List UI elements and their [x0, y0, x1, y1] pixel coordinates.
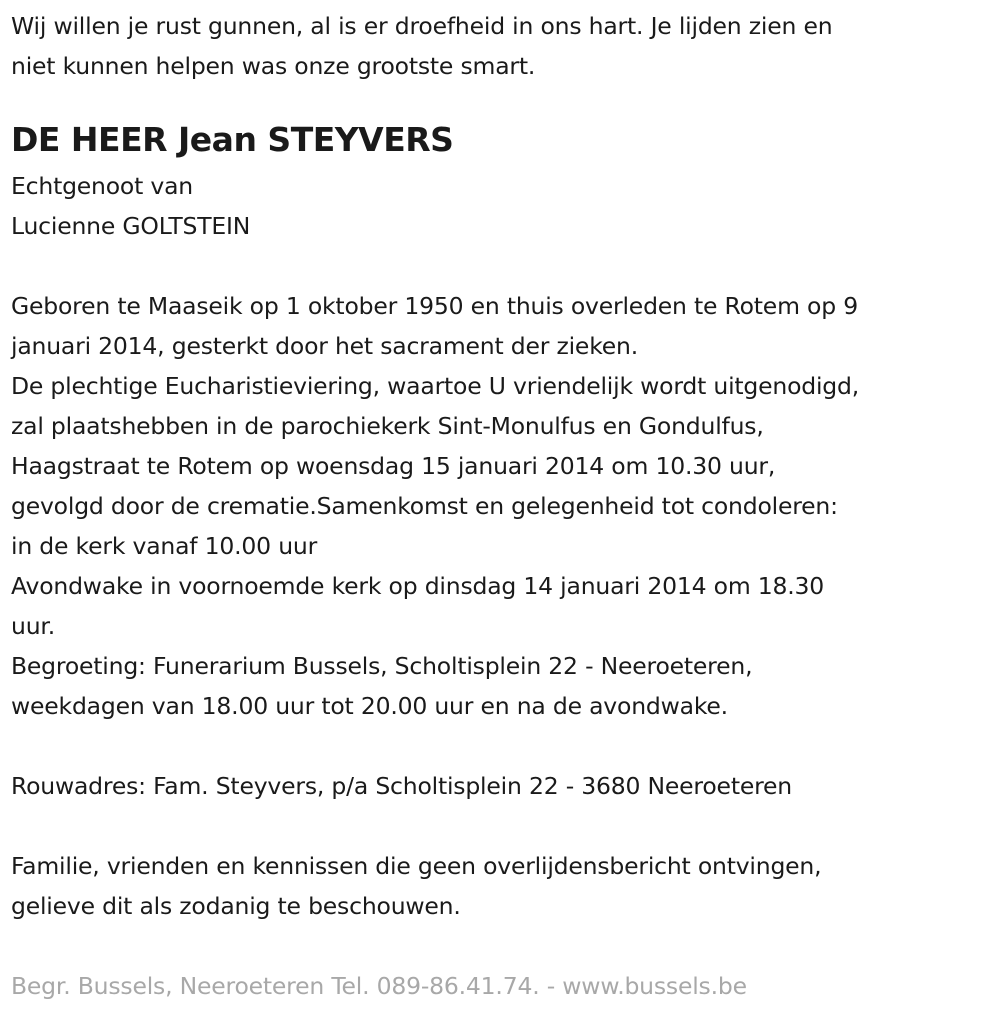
detail-line: De plechtige Eucharistieviering, waartoe U vriendelijk wordt uitgenodigd,	[11, 372, 860, 400]
notice-line: gelieve dit als zodanig te beschouwen.	[11, 892, 461, 920]
spouse-line: Echtgenoot van	[11, 172, 193, 200]
spouse-info	[11, 166, 996, 246]
detail-line: Avondwake in voornoemde kerk op dinsdag 14 januari 2014 om 18.30	[11, 572, 825, 600]
undertaker-footer: Begr. Bussels, Neeroeteren Tel. 089-86.41.74. - www.bussels.be	[11, 972, 747, 1000]
detail-line: gevolgd door de crematie.Samenkomst en gelegenheid tot condoleren:	[11, 492, 838, 520]
detail-line: weekdagen van 18.00 uur tot 20.00 uur en na de avondwake.	[11, 692, 728, 720]
mourning-address: Rouwadres: Fam. Steyvers, p/a Scholtisplein 22 - 3680 Neeroeteren	[11, 772, 792, 800]
detail-line: uur.	[11, 612, 55, 640]
notice	[11, 846, 996, 926]
detail-line: januari 2014, gesterkt door het sacrament der zieken.	[11, 332, 638, 360]
notice-line: Familie, vrienden en kennissen die geen overlijdensbericht ontvingen,	[11, 852, 822, 880]
deceased-name: DE HEER Jean STEYVERS	[11, 120, 454, 159]
detail-line: zal plaatshebben in de parochiekerk Sint-Monulfus en Gondulfus,	[11, 412, 764, 440]
funeral-details	[11, 286, 996, 726]
detail-line: Begroeting: Funerarium Bussels, Scholtisplein 22 - Neeroeteren,	[11, 652, 753, 680]
detail-line: in de kerk vanaf 10.00 uur	[11, 532, 318, 560]
detail-line: Haagstraat te Rotem op woensdag 15 januari 2014 om 10.30 uur,	[11, 452, 776, 480]
intro-line: Wij willen je rust gunnen, al is er droefheid in ons hart. Je lijden zien en	[11, 12, 833, 40]
spouse-line: Lucienne GOLTSTEIN	[11, 212, 251, 240]
intro-line: niet kunnen helpen was onze grootste smart.	[11, 52, 536, 80]
detail-line: Geboren te Maaseik op 1 oktober 1950 en thuis overleden te Rotem op 9	[11, 292, 858, 320]
intro-verse	[11, 6, 996, 86]
